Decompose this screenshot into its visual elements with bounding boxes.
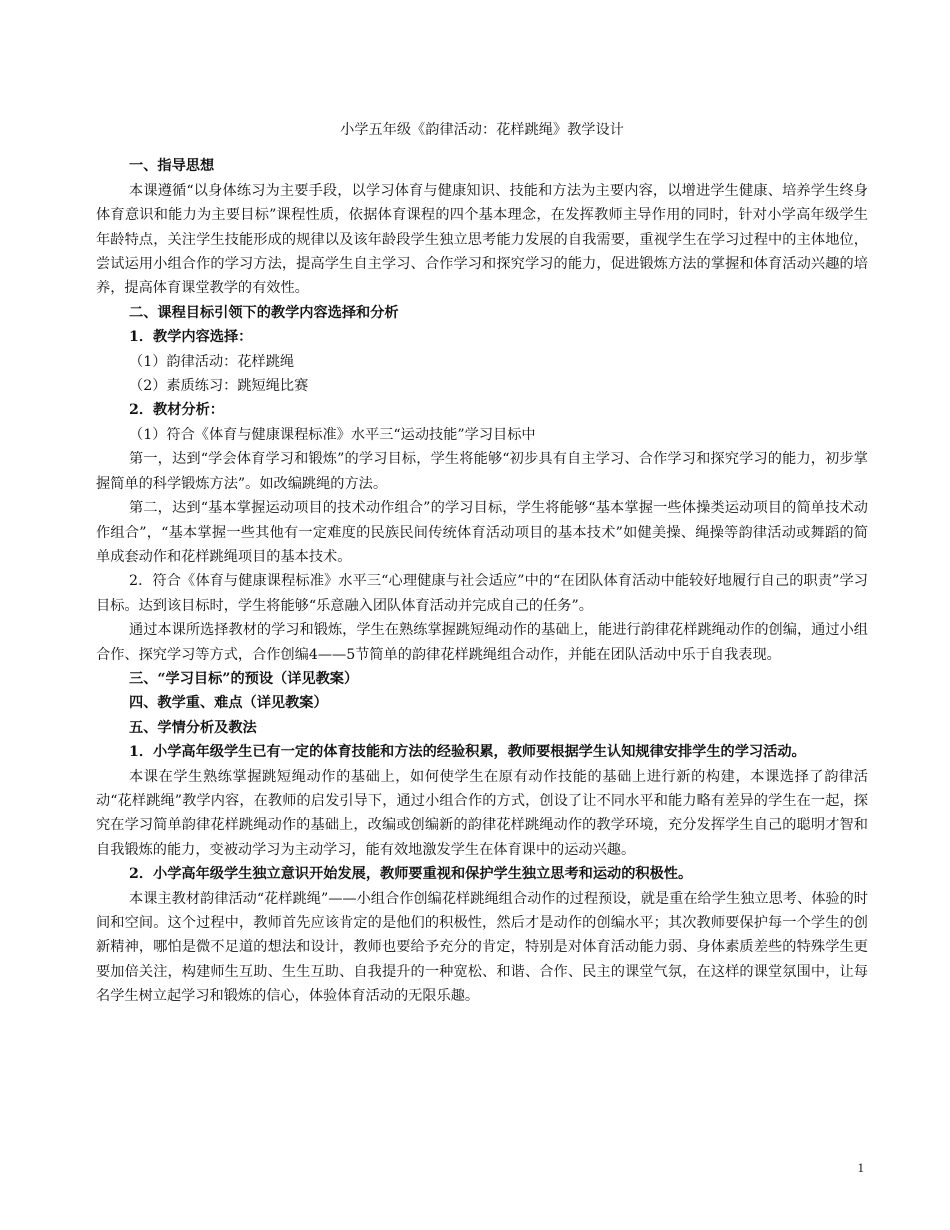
paragraph: 第一，达到“学会体育学习和锻炼”的学习目标，学生将能够“初步具有自主学习、合作学习和探究学习的能力，初步掌握简单的科学锻炼方法”。如改编跳绳的方法。 xyxy=(96,451,868,492)
document-title: 小学五年级《韵律活动：花样跳绳》教学设计 xyxy=(340,122,624,138)
subsection-heading: 1．小学高年级学生已有一定的体育技能和方法的经验积累，教师要根据学生认知规律安排学生的学习活动。 xyxy=(129,744,806,761)
section-heading-4: 四、教学重、难点（详见教案） xyxy=(129,695,328,712)
section-heading-2: 二、课程目标引领下的教学内容选择和分析 xyxy=(129,304,399,321)
subsection-heading: 1．教学内容选择： xyxy=(129,329,253,346)
list-item: （1）符合《体育与健康课程标准》水平三“运动技能”学习目标中 xyxy=(129,426,536,443)
paragraph: 本课遵循“以身体练习为主要手段，以学习体育与健康知识、技能和方法为主要内容，以增进学生健康、培养学生终身体育意识和能力为主要目标”课程性质，依据体育课程的四个基本理念，在发挥教师主导作用的同时，针对小学高年级学生年龄特点，关注学生技能形成的规律以及该年龄段学生独立思考能力发展的自我需要，重视学生在学习过程中的主体地位，尝试运用小组合作的学习方法，提高学生自主学习、合作学习和探究学习的能力，促进锻炼方法的掌握和体育活动兴趣的培养，提高体育课堂教学的有效性。 xyxy=(96,182,868,297)
page-number: 1 xyxy=(857,1160,864,1175)
list-item: （2）素质练习：跳短绳比赛 xyxy=(129,378,309,395)
list-item: （1）韵律活动：花样跳绳 xyxy=(129,353,295,370)
paragraph: 本课在学生熟练掌握跳短绳动作的基础上，如何使学生在原有动作技能的基础上进行新的构建，本课选择了韵律活动“花样跳绳”教学内容，在教师的启发引导下，通过小组合作的方式，创设了让不同水平和能力略有差异的学生在一起，探究在学习简单韵律花样跳绳动作的基础上，改编或创编新的韵律花样跳绳动作的教学环境，充分发挥学生自己的聪明才智和自我锻炼的能力，变被动学习为主动学习，能有效地激发学生在体育课中的运动兴趣。 xyxy=(96,768,868,858)
section-heading-3: 三、“学习目标”的预设（详见教案） xyxy=(129,670,359,687)
document-page xyxy=(96,118,868,1009)
paragraph: 通过本课所选择教材的学习和锻炼，学生在熟练掌握跳短绳动作的基础上，能进行韵律花样跳绳动作的创编，通过小组合作、探究学习等方式，合作创编4——5节简单的韵律花样跳绳组合动作，并能在团队活动中乐于自我表现。 xyxy=(96,622,868,663)
section-heading-1: 一、指导思想 xyxy=(129,158,215,175)
paragraph: 第二，达到“基本掌握运动项目的技术动作组合”的学习目标，学生将能够“基本掌握一些体操类运动项目的简单技术动作组合”，“基本掌握一些其他有一定难度的民族民间传统体育活动项目的基本技术”如健美操、绳操等韵律活动或舞蹈的简单成套动作和花样跳绳项目的基本技术。 xyxy=(96,500,868,565)
paragraph: 2．符合《体育与健康课程标准》水平三“心理健康与社会适应”中的“在团队体育活动中能较好地履行自己的职责”学习目标。达到该目标时，学生将能够“乐意融入团队体育活动并完成自己的任务”。 xyxy=(96,573,868,614)
paragraph: 本课主教材韵律活动“花样跳绳”——小组合作创编花样跳绳组合动作的过程预设，就是重在给学生独立思考、体验的时间和空间。这个过程中，教师首先应该肯定的是他们的积极性，然后才是动作的创编水平；其次教师要保护每一个学生的创新精神，哪怕是微不足道的想法和设计，教师也要给予充分的肯定，特别是对体育活动能力弱、身体素质差些的特殊学生更要加倍关注，构建师生互助、生生互助、自我提升的一种宽松、和谐、合作、民主的课堂气氛，在这样的课堂氛围中，让每名学生树立起学习和锻炼的信心，体验体育活动的无限乐趣。 xyxy=(96,890,868,1005)
subsection-heading: 2．小学高年级学生独立意识开始发展，教师要重视和保护学生独立思考和运动的积极性。 xyxy=(129,866,693,883)
subsection-heading: 2．教材分析： xyxy=(129,402,224,419)
section-heading-5: 五、学情分析及教法 xyxy=(129,719,257,736)
